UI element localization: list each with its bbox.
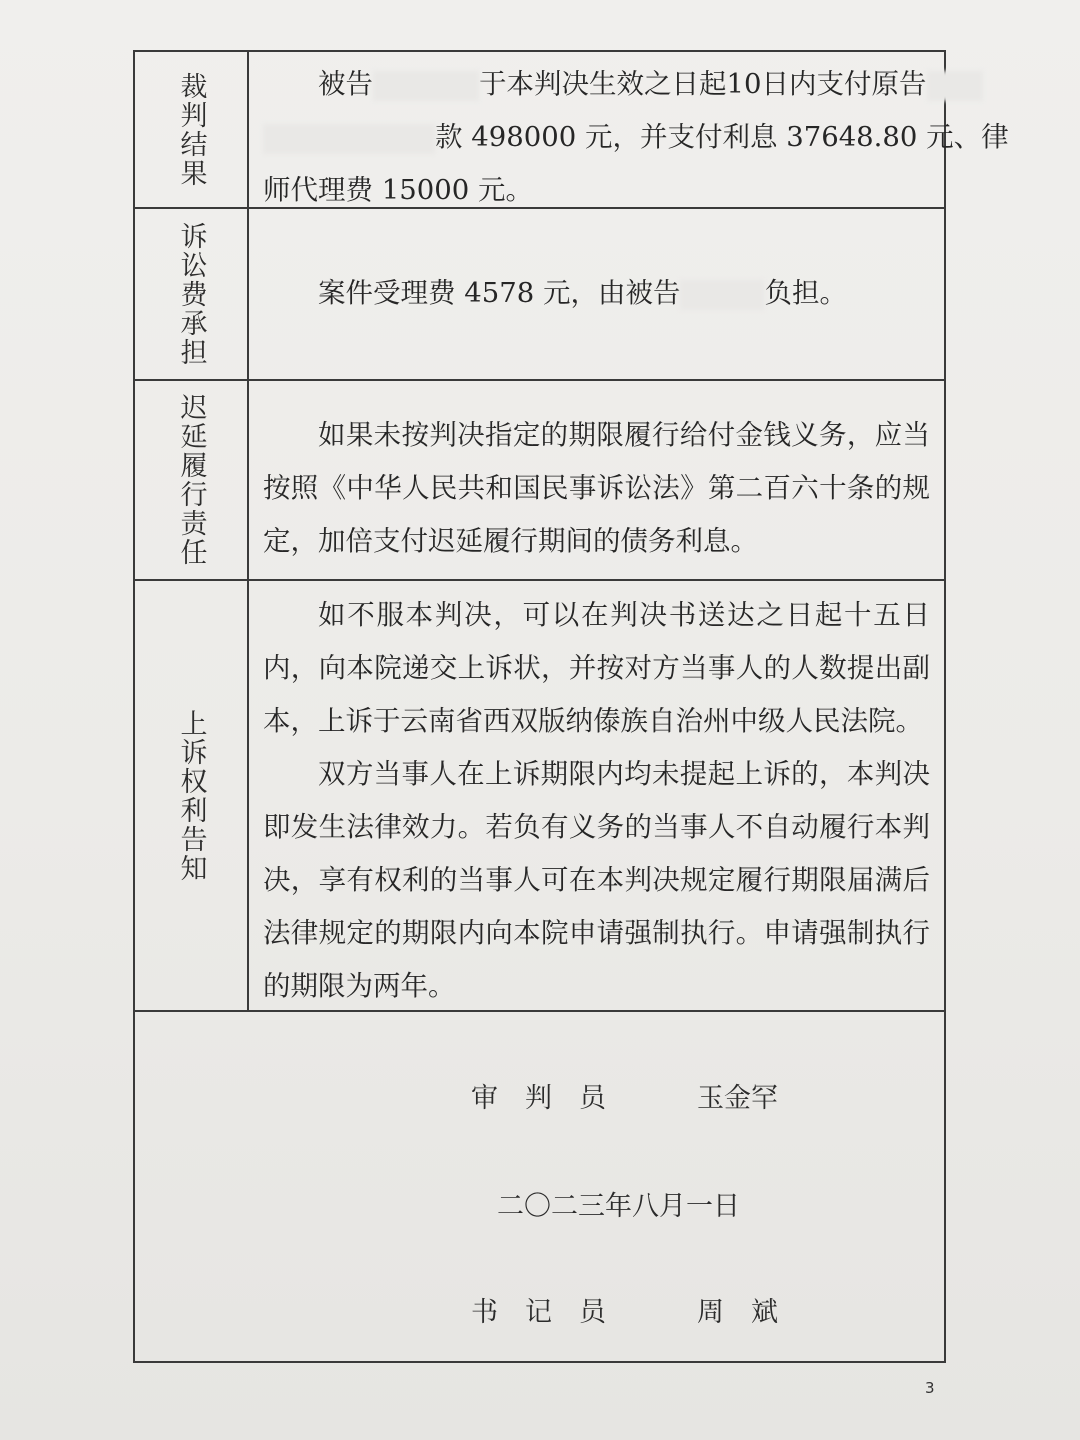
label-litigation-fee: 诉讼费承担 — [175, 221, 207, 367]
litigation-fee-content — [263, 267, 930, 320]
delay-liability-paragraph: 如果未按判决指定的期限履行给付金钱义务，应当按照《中华人民共和国民事诉讼法》第二百六十条的规定，加倍支付迟延履行期间的债务利息。 — [263, 419, 930, 557]
label-appeal-rights: 上诉权利告知 — [175, 708, 207, 883]
appeal-paragraph-1: 如不服本判决，可以在判决书送达之日起十五日内，向本院递交上诉状，并按对方当事人的人数提出副本，上诉于云南省西双版纳傣族自治州中级人民法院。 — [263, 599, 930, 737]
judge-title: 审 判 员 — [471, 1083, 606, 1114]
redacted-defendant-fee — [680, 280, 764, 310]
judgment-table — [133, 50, 1009, 1363]
redacted-plaintiff — [927, 71, 983, 101]
signature-block — [135, 1012, 944, 1361]
judge-name: 玉金罕 — [697, 1083, 778, 1114]
verdict-content — [263, 58, 1009, 217]
label-cell-delay-liability — [135, 381, 249, 579]
verdict-line-3: 师代理费 15000 元。 — [263, 174, 533, 206]
page-number: 3 — [925, 1379, 935, 1397]
label-cell-verdict — [135, 52, 249, 207]
verdict-line-1: 被告 于本判决生效之日起10日内支付原告 — [263, 58, 930, 111]
row-verdict — [135, 52, 1009, 209]
row-appeal-rights — [135, 581, 944, 1012]
redacted-plaintiff-cont — [263, 124, 435, 154]
label-cell-appeal-rights — [135, 581, 249, 1010]
judgment-date: 二〇二三年八月一日 — [497, 1191, 740, 1222]
clerk-title: 书 记 员 — [471, 1297, 606, 1328]
appeal-rights-content — [263, 589, 930, 1013]
verdict-line-2: 款 498000 元，并支付利息 37648.80 元、律 — [263, 111, 930, 164]
row-litigation-fee — [135, 209, 944, 381]
litigation-fee-line: 案件受理费 4578 元，由被告 负担。 — [318, 277, 847, 309]
appeal-paragraph-2: 双方当事人在上诉期限内均未提起上诉的，本判决即发生法律效力。若负有义务的当事人不自动履行本判决，享有权利的当事人可在本判决规定履行期限届满后法律规定的期限内向本院申请强制执行。申请强制执行的期限为两年。 — [263, 758, 930, 1002]
clerk-name: 周 斌 — [697, 1297, 778, 1328]
row-delay-liability — [135, 381, 944, 581]
label-verdict: 裁判结果 — [175, 71, 207, 188]
delay-liability-content — [263, 409, 930, 568]
label-delay-liability: 迟延履行责任 — [175, 393, 207, 567]
redacted-defendant — [373, 71, 479, 101]
label-cell-litigation-fee — [135, 209, 249, 379]
